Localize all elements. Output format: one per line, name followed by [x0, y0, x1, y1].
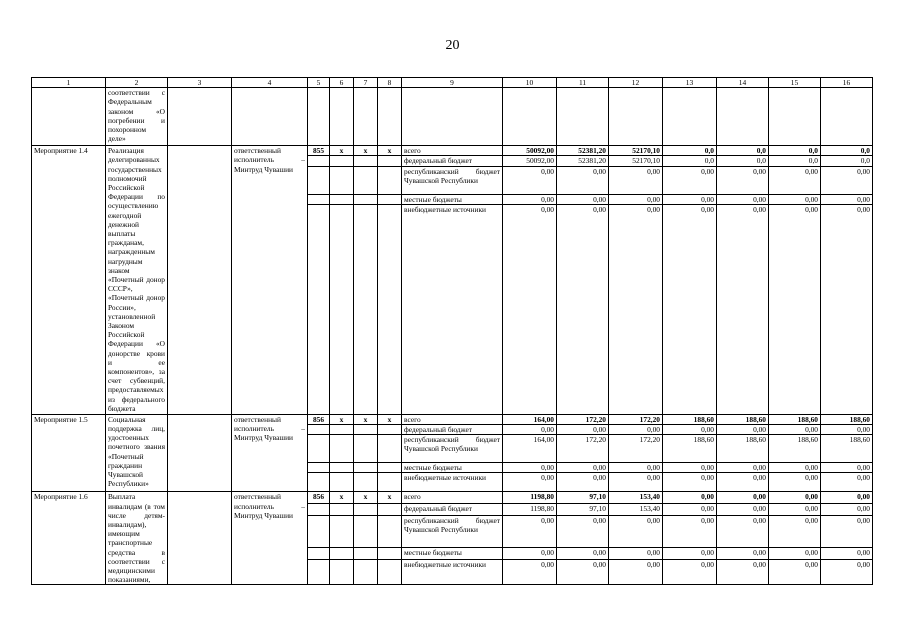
m15-code-blank	[354, 463, 378, 473]
m15-code-blank	[308, 435, 330, 463]
m16-executor: ответственный исполнитель – Минтруд Чувашии	[232, 492, 308, 585]
m14-value-r1-c12: 52170,10	[609, 146, 663, 156]
column-number-8: 8	[378, 78, 402, 88]
m15-code: 856	[308, 414, 330, 424]
m16-value-r3-c14: 0,00	[717, 515, 769, 547]
m14-code: 855	[308, 146, 330, 156]
m15-value-r1-c14: 188,60	[717, 414, 769, 424]
m15-value-r5-c16: 0,00	[821, 473, 873, 492]
m14-value-r2-c13: 0,0	[663, 156, 717, 166]
empty-cell	[503, 88, 557, 146]
m16-value-r1-c10: 1198,80	[503, 492, 557, 504]
m14-value-r4-c12: 0,00	[609, 194, 663, 204]
m14-source-4: местные бюджеты	[402, 194, 503, 204]
m15-code-blank	[354, 435, 378, 463]
m14-description: Реализация делегированных государственных полномочий Российской Федерации по осуществлению ежегодной денежной выплаты гражданам, награжденным нагрудным знаком «Почетный донор СССР», «Почетный донор России», установленной Законом Российской Федерации «О донорстве крови и ее компонентов», за счет субвенций, предоставляемых из федерального бюджета	[106, 146, 168, 415]
m16-value-r5-c15: 0,00	[769, 560, 821, 585]
m14-value-r2-c12: 52170,10	[609, 156, 663, 166]
m15-value-r5-c15: 0,00	[769, 473, 821, 492]
m16-source-5: внебюджетные источники	[402, 560, 503, 585]
m16-value-r1-c11: 97,10	[557, 492, 609, 504]
m16-value-r1-c13: 0,00	[663, 492, 717, 504]
m15-value-r2-c12: 0,00	[609, 425, 663, 435]
m15-code-blank	[378, 425, 402, 435]
m16-value-r3-c15: 0,00	[769, 515, 821, 547]
m16-x1: x	[330, 492, 354, 504]
m16-value-r3-c13: 0,00	[663, 515, 717, 547]
m14-value-r3-c10: 0,00	[503, 166, 557, 194]
m16-code-blank	[354, 504, 378, 516]
m16-x2: x	[354, 492, 378, 504]
m15-value-r5-c14: 0,00	[717, 473, 769, 492]
m14-value-r5-c15: 0,00	[769, 204, 821, 414]
m14-value-r3-c14: 0,00	[717, 166, 769, 194]
m15-code-blank	[330, 425, 354, 435]
m15-value-r3-c16: 188,60	[821, 435, 873, 463]
empty-cell	[354, 88, 378, 146]
empty-cell	[232, 88, 308, 146]
m14-value-r5-c14: 0,00	[717, 204, 769, 414]
m14-value-r4-c14: 0,00	[717, 194, 769, 204]
column-number-15: 15	[769, 78, 821, 88]
column-number-9: 9	[402, 78, 503, 88]
m16-value-r4-c13: 0,00	[663, 548, 717, 560]
m15-executor: ответственный исполнитель – Минтруд Чувашии	[232, 414, 308, 492]
m15-code-blank	[308, 425, 330, 435]
m16-code-blank	[330, 560, 354, 585]
m16-value-r5-c14: 0,00	[717, 560, 769, 585]
m16-value-r2-c15: 0,00	[769, 504, 821, 516]
m14-executor: ответственный исполнитель – Минтруд Чувашии	[232, 146, 308, 415]
m14-value-r4-c13: 0,00	[663, 194, 717, 204]
column-number-4: 4	[232, 78, 308, 88]
m16-code-blank	[378, 548, 402, 560]
m14-value-r1-c16: 0,0	[821, 146, 873, 156]
m15-code-blank	[354, 473, 378, 492]
m14-code-blank	[354, 166, 378, 194]
m14-value-r5-c13: 0,00	[663, 204, 717, 414]
m16-source-1: всего	[402, 492, 503, 504]
m16-code-blank	[330, 548, 354, 560]
m14-value-r3-c15: 0,00	[769, 166, 821, 194]
m15-source-3: республиканский бюджет Чувашской Республики	[402, 435, 503, 463]
m14-value-r5-c10: 0,00	[503, 204, 557, 414]
m16-empty-col3	[168, 492, 232, 585]
m16-code-blank	[308, 560, 330, 585]
empty-cell	[330, 88, 354, 146]
column-number-row	[32, 78, 873, 88]
column-number-12: 12	[609, 78, 663, 88]
column-number-7: 7	[354, 78, 378, 88]
m14-code-blank	[308, 204, 330, 414]
budget-table	[31, 77, 873, 585]
m16-value-r2-c12: 153,40	[609, 504, 663, 516]
m14-code-blank	[308, 194, 330, 204]
m16-value-r4-c14: 0,00	[717, 548, 769, 560]
m15-source-1: всего	[402, 414, 503, 424]
m15-value-r4-c14: 0,00	[717, 463, 769, 473]
m14-x1: x	[330, 146, 354, 156]
empty-cell	[717, 88, 769, 146]
m16-code-blank	[308, 504, 330, 516]
empty-cell	[308, 88, 330, 146]
column-number-16: 16	[821, 78, 873, 88]
column-number-11: 11	[557, 78, 609, 88]
empty-cell	[821, 88, 873, 146]
m15-code-blank	[330, 435, 354, 463]
m14-source-5: внебюджетные источники	[402, 204, 503, 414]
m15-empty-col3	[168, 414, 232, 492]
m15-source-4: местные бюджеты	[402, 463, 503, 473]
m15-code-blank	[378, 473, 402, 492]
m16-value-r4-c16: 0,00	[821, 548, 873, 560]
m15-value-r5-c10: 0,00	[503, 473, 557, 492]
m14-value-r1-c13: 0,0	[663, 146, 717, 156]
column-number-10: 10	[503, 78, 557, 88]
m15-source-5: внебюджетные источники	[402, 473, 503, 492]
m16-value-r2-c16: 0,00	[821, 504, 873, 516]
m15-name: Мероприятие 1.5	[32, 414, 106, 492]
m14-code-blank	[308, 156, 330, 166]
empty-cell	[402, 88, 503, 146]
m15-value-r3-c13: 188,60	[663, 435, 717, 463]
m15-value-r2-c13: 0,00	[663, 425, 717, 435]
m15-value-r4-c11: 0,00	[557, 463, 609, 473]
m14-value-r1-c14: 0,0	[717, 146, 769, 156]
m15-value-r5-c11: 0,00	[557, 473, 609, 492]
m15-value-r1-c15: 188,60	[769, 414, 821, 424]
m14-value-r2-c16: 0,0	[821, 156, 873, 166]
m14-code-blank	[330, 156, 354, 166]
m15-value-r4-c16: 0,00	[821, 463, 873, 473]
empty-cell	[557, 88, 609, 146]
m15-value-r1-c16: 188,60	[821, 414, 873, 424]
m16-value-r5-c10: 0,00	[503, 560, 557, 585]
m14-value-r1-c15: 0,0	[769, 146, 821, 156]
m15-value-r4-c10: 0,00	[503, 463, 557, 473]
m15-value-r2-c16: 0,00	[821, 425, 873, 435]
m16-source-4: местные бюджеты	[402, 548, 503, 560]
m15-value-r1-c11: 172,20	[557, 414, 609, 424]
m16-code-blank	[378, 560, 402, 585]
m16-value-r5-c13: 0,00	[663, 560, 717, 585]
m16-description: Выплата инвалидам (в том числе детям-инвалидам), имеющим транспортные средства в соответствии с медицинскими показаниями,	[106, 492, 168, 585]
m16-value-r5-c16: 0,00	[821, 560, 873, 585]
m14-value-r5-c12: 0,00	[609, 204, 663, 414]
m14-code-blank	[354, 194, 378, 204]
m16-value-r5-c12: 0,00	[609, 560, 663, 585]
m16-row-1	[32, 492, 873, 504]
m16-value-r1-c12: 153,40	[609, 492, 663, 504]
m14-value-r4-c11: 0,00	[557, 194, 609, 204]
m15-value-r2-c11: 0,00	[557, 425, 609, 435]
m15-x2: x	[354, 414, 378, 424]
m15-value-r4-c12: 0,00	[609, 463, 663, 473]
m14-source-1: всего	[402, 146, 503, 156]
m15-value-r3-c15: 188,60	[769, 435, 821, 463]
m14-value-r3-c13: 0,00	[663, 166, 717, 194]
column-number-5: 5	[308, 78, 330, 88]
m15-x1: x	[330, 414, 354, 424]
m15-value-r1-c10: 164,00	[503, 414, 557, 424]
m14-value-r1-c10: 50092,00	[503, 146, 557, 156]
m16-value-r1-c15: 0,00	[769, 492, 821, 504]
m16-code-blank	[330, 515, 354, 547]
empty-cell	[769, 88, 821, 146]
m16-value-r4-c12: 0,00	[609, 548, 663, 560]
m15-value-r2-c14: 0,00	[717, 425, 769, 435]
m15-code-blank	[378, 435, 402, 463]
m16-value-r4-c15: 0,00	[769, 548, 821, 560]
m16-source-2: федеральный бюджет	[402, 504, 503, 516]
empty-cell	[609, 88, 663, 146]
m16-code-blank	[308, 548, 330, 560]
m14-source-2: федеральный бюджет	[402, 156, 503, 166]
continuation-row	[32, 88, 873, 146]
m15-code-blank	[378, 463, 402, 473]
m16-value-r4-c11: 0,00	[557, 548, 609, 560]
m15-code-blank	[330, 463, 354, 473]
m15-code-blank	[308, 473, 330, 492]
m15-value-r4-c15: 0,00	[769, 463, 821, 473]
empty-cell	[32, 88, 106, 146]
m14-source-3: республиканский бюджет Чувашской Республики	[402, 166, 503, 194]
m14-code-blank	[330, 204, 354, 414]
m14-x3: x	[378, 146, 402, 156]
m15-value-r4-c13: 0,00	[663, 463, 717, 473]
m15-x3: x	[378, 414, 402, 424]
empty-cell	[663, 88, 717, 146]
m16-code-blank	[330, 504, 354, 516]
m14-value-r2-c10: 50092,00	[503, 156, 557, 166]
m15-value-r5-c13: 0,00	[663, 473, 717, 492]
m16-value-r3-c16: 0,00	[821, 515, 873, 547]
m16-code-blank	[354, 548, 378, 560]
m14-value-r4-c16: 0,00	[821, 194, 873, 204]
empty-cell	[168, 88, 232, 146]
m16-value-r3-c12: 0,00	[609, 515, 663, 547]
m15-value-r1-c12: 172,20	[609, 414, 663, 424]
m14-value-r1-c11: 52381,20	[557, 146, 609, 156]
m15-code-blank	[354, 425, 378, 435]
m15-value-r3-c14: 188,60	[717, 435, 769, 463]
empty-cell	[378, 88, 402, 146]
m16-value-r2-c11: 97,10	[557, 504, 609, 516]
column-number-13: 13	[663, 78, 717, 88]
m16-code-blank	[354, 560, 378, 585]
column-number-14: 14	[717, 78, 769, 88]
m14-name: Мероприятие 1.4	[32, 146, 106, 415]
m16-value-r2-c13: 0,00	[663, 504, 717, 516]
m14-code-blank	[354, 156, 378, 166]
m14-code-blank	[378, 194, 402, 204]
m15-code-blank	[330, 473, 354, 492]
m16-code-blank	[378, 515, 402, 547]
column-number-1: 1	[32, 78, 106, 88]
m15-value-r2-c15: 0,00	[769, 425, 821, 435]
column-number-3: 3	[168, 78, 232, 88]
m16-value-r3-c10: 0,00	[503, 515, 557, 547]
m15-value-r2-c10: 0,00	[503, 425, 557, 435]
m14-code-blank	[378, 166, 402, 194]
m14-value-r2-c11: 52381,20	[557, 156, 609, 166]
m15-source-2: федеральный бюджет	[402, 425, 503, 435]
m14-value-r5-c16: 0,00	[821, 204, 873, 414]
m14-code-blank	[354, 204, 378, 414]
m14-code-blank	[308, 166, 330, 194]
m16-name: Мероприятие 1.6	[32, 492, 106, 585]
m15-value-r5-c12: 0,00	[609, 473, 663, 492]
m14-value-r3-c12: 0,00	[609, 166, 663, 194]
m14-value-r4-c10: 0,00	[503, 194, 557, 204]
page-number: 20	[445, 38, 460, 53]
m15-code-blank	[308, 463, 330, 473]
m14-code-blank	[378, 156, 402, 166]
m14-value-r5-c11: 0,00	[557, 204, 609, 414]
m14-value-r2-c15: 0,0	[769, 156, 821, 166]
m14-code-blank	[330, 166, 354, 194]
m16-code-blank	[308, 515, 330, 547]
m14-empty-col3	[168, 146, 232, 415]
m15-description: Социальная поддержка лиц, удостоенных почетного звания «Почетный гражданин Чувашской Республики»	[106, 414, 168, 492]
m16-x3: x	[378, 492, 402, 504]
m16-value-r1-c14: 0,00	[717, 492, 769, 504]
m14-code-blank	[330, 194, 354, 204]
m16-value-r3-c11: 0,00	[557, 515, 609, 547]
m14-value-r4-c15: 0,00	[769, 194, 821, 204]
m16-value-r2-c10: 1198,80	[503, 504, 557, 516]
m16-code-blank	[378, 504, 402, 516]
m14-x2: x	[354, 146, 378, 156]
m15-value-r1-c13: 188,60	[663, 414, 717, 424]
m15-row-1	[32, 414, 873, 424]
column-number-6: 6	[330, 78, 354, 88]
m16-value-r2-c14: 0,00	[717, 504, 769, 516]
column-number-2: 2	[106, 78, 168, 88]
m14-row-1	[32, 146, 873, 156]
m15-value-r3-c12: 172,20	[609, 435, 663, 463]
m14-value-r3-c16: 0,00	[821, 166, 873, 194]
continuation-description: соответствии с Федеральным законом «О погребении и похоронном деле»	[106, 88, 168, 146]
m14-value-r3-c11: 0,00	[557, 166, 609, 194]
m16-value-r1-c16: 0,00	[821, 492, 873, 504]
m16-code-blank	[354, 515, 378, 547]
m14-code-blank	[378, 204, 402, 414]
m14-value-r2-c14: 0,0	[717, 156, 769, 166]
m16-source-3: республиканский бюджет Чувашской Республики	[402, 515, 503, 547]
m15-value-r3-c11: 172,20	[557, 435, 609, 463]
m15-value-r3-c10: 164,00	[503, 435, 557, 463]
m16-value-r5-c11: 0,00	[557, 560, 609, 585]
m16-value-r4-c10: 0,00	[503, 548, 557, 560]
m16-code: 856	[308, 492, 330, 504]
